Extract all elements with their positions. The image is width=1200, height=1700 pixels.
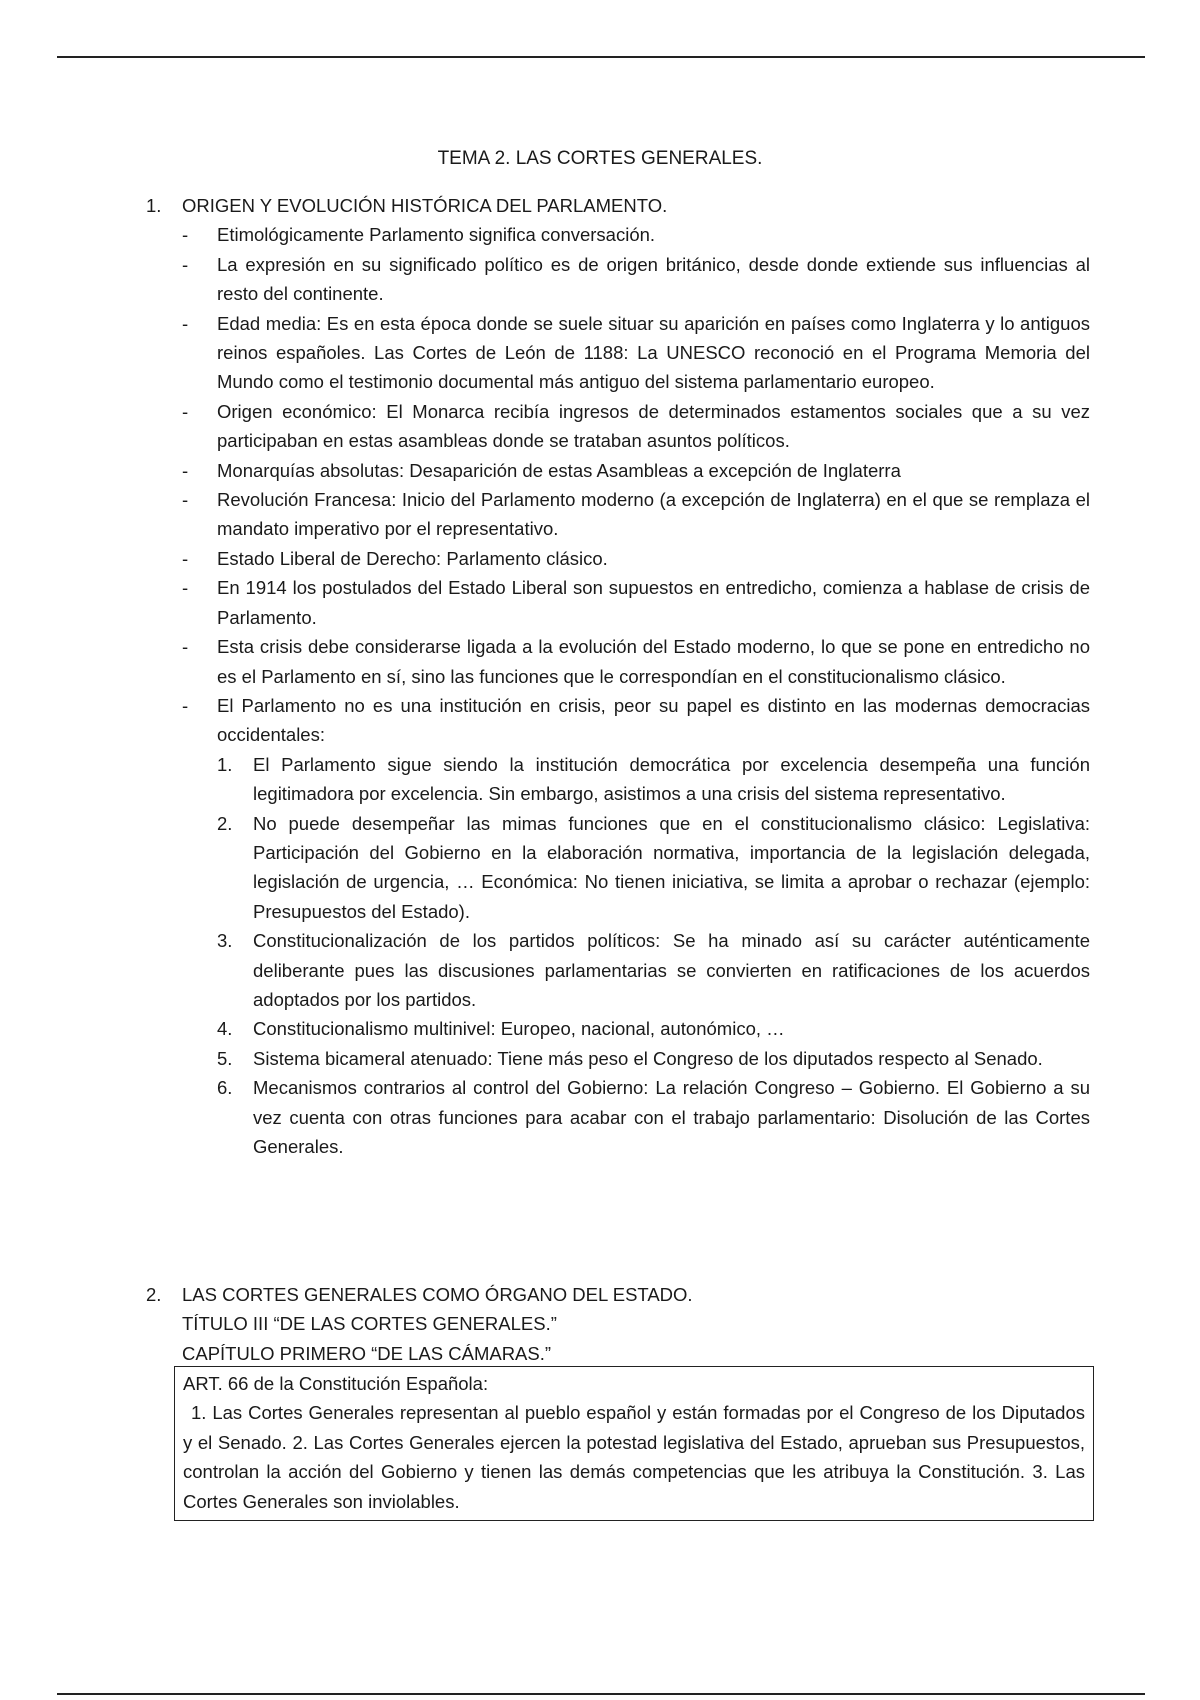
list-item: - Origen económico: El Monarca recibía ingresos de determinados estamentos sociales que a su vez participaban en estas asambleas donde se trataban asuntos políticos.: [217, 397, 1090, 456]
list-item: - La expresión en su significado político es de origen británico, desde donde extiende sus influencias al resto del continente.: [217, 250, 1090, 309]
numbered-item: [217, 750, 1090, 809]
numbered-item: [217, 809, 1090, 927]
item-number: 2.: [217, 812, 233, 834]
bullet-list: [0, 220, 1200, 749]
article-body: 1. Las Cortes Generales representan al pueblo español y están formadas por el Congreso de los Diputados y el Senado. 2. Las Cortes Generales ejercen la potestad legislativa del Estado, aprueban sus Presupuestos, controlan la acción del Gobierno y tienen las demás competencias que les atribuya la Constitución. 3. Las Cortes Generales son inviolables.: [183, 1402, 1085, 1512]
section-heading-text: LAS CORTES GENERALES COMO ÓRGANO DEL ESTADO.: [182, 1284, 693, 1305]
item-text: No puede desempeñar las mimas funciones que en el constitucionalismo clásico: Legislativa: Participación del Gobierno en la elaboración normativa, importancia de la legislación delegada, legislación de urgencia, … Económica: No tienen iniciativa, se limita a aprobar o rechazar (ejemplo: Presupuestos del Estado).: [253, 812, 1090, 922]
item-number: 4.: [217, 1018, 233, 1040]
article-heading: ART. 66 de la Constitución Española:: [183, 1373, 489, 1394]
numbered-item: [217, 926, 1090, 1014]
item-text: El Parlamento sigue siendo la institución democrática por excelencia desempeña una función legitimadora por excelencia. Sin embargo, asistimos a una crisis del sistema representativo.: [253, 753, 1090, 805]
list-item: - Revolución Francesa: Inicio del Parlamento moderno (a excepción de Inglaterra) en el que se remplaza el mandato imperativo por el representativo.: [217, 485, 1090, 544]
list-item: - Esta crisis debe considerarse ligada a la evolución del Estado moderno, lo que se pone en entredicho no es el Parlamento en sí, sino las funciones que le correspondían en el constitucionalismo clásico.: [217, 632, 1090, 691]
section-1-heading: [0, 191, 1200, 220]
title-line: TÍTULO III “DE LAS CORTES GENERALES.”: [182, 1313, 557, 1335]
section-number: 1.: [146, 195, 162, 216]
list-item: - En 1914 los postulados del Estado Liberal son supuestos en entredicho, comienza a hablase de crisis de Parlamento.: [217, 573, 1090, 632]
list-item: - Etimológicamente Parlamento significa conversación.: [217, 220, 1090, 249]
item-text: Constitucionalización de los partidos políticos: Se ha minado así su carácter auténticamente deliberante pues las discusiones parlamentarias se convierten en ratificaciones de los acuerdos adoptados por los partidos.: [253, 930, 1090, 1010]
section-1: [0, 191, 1200, 1161]
list-item: - Monarquías absolutas: Desaparición de estas Asambleas a excepción de Inglaterra: [217, 456, 1090, 485]
list-item: - Edad media: Es en esta época donde se suele situar su aparición en países como Inglaterra y lo antiguos reinos españoles. Las Cortes de León de 1188: La UNESCO reconoció en el Programa Memoria del Mundo como el testimonio documental más antiguo del sistema parlamentario europeo.: [217, 309, 1090, 397]
page-title: TEMA 2. LAS CORTES GENERALES.: [437, 148, 763, 169]
item-number: 6.: [217, 1077, 233, 1099]
item-text: Constitucionalismo multinivel: Europeo, nacional, autonómico, …: [253, 1018, 785, 1040]
item-text: Sistema bicameral atenuado: Tiene más peso el Congreso de los diputados respecto al Senado.: [253, 1047, 1043, 1069]
section-2-heading: [0, 1280, 1200, 1309]
item-number: 3.: [217, 930, 233, 952]
article-box: [174, 1366, 1094, 1521]
numbered-item: [217, 1044, 1090, 1073]
section-heading-text: ORIGEN Y EVOLUCIÓN HISTÓRICA DEL PARLAMENTO.: [182, 195, 668, 216]
header-rule: [57, 56, 1145, 58]
section-2: [0, 1280, 1200, 1368]
item-number: 1.: [217, 753, 233, 775]
item-text: Mecanismos contrarios al control del Gobierno: La relación Congreso – Gobierno. El Gobierno a su vez cuenta con otras funciones para acabar con el trabajo parlamentario: Disolución de las Cortes Generales.: [253, 1077, 1090, 1157]
footer-rule: [57, 1693, 1145, 1695]
chapter-line: CAPÍTULO PRIMERO “DE LAS CÁMARAS.”: [182, 1342, 552, 1364]
numbered-item: [217, 1014, 1090, 1043]
numbered-list: [0, 750, 1200, 1162]
section-number: 2.: [146, 1284, 162, 1305]
list-item: - Estado Liberal de Derecho: Parlamento clásico.: [217, 544, 1090, 573]
list-item: - El Parlamento no es una institución en crisis, peor su papel es distinto en las modernas democracias occidentales:: [217, 691, 1090, 750]
item-number: 5.: [217, 1047, 233, 1069]
numbered-item: [217, 1073, 1090, 1161]
